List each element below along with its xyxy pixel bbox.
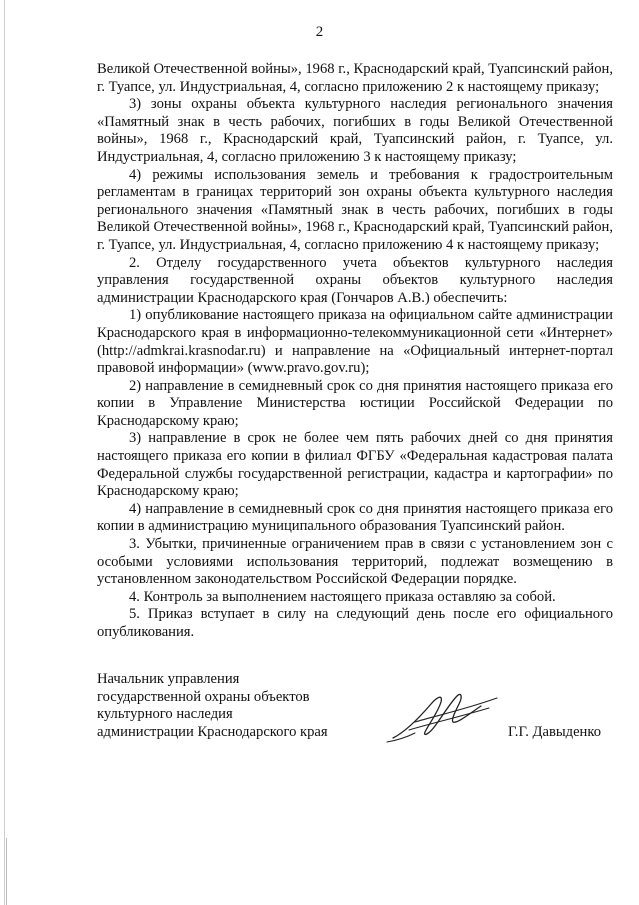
handwritten-signature-icon	[385, 688, 505, 744]
paragraph-6: 3) направление в срок не более чем пять рабочих дней со дня принятия настоящего приказа его копии в филиал ФГБУ «Федеральная кадастровая палата Федеральной службы государственной регистрации, кадастра и картографии» по Краснодарскому краю;	[97, 430, 613, 500]
paragraph-9: 4. Контроль за выполнением настоящего приказа оставляю за собой.	[129, 588, 556, 605]
signer-position-line-3: культурного наследия	[97, 706, 233, 723]
signature-block-title	[97, 671, 397, 741]
paragraph-7: 4) направление в семидневный срок со дня принятия настоящего приказа его копии в администрацию муниципального образования Туапсинский район.	[97, 500, 613, 535]
paragraph-3: 2. Отделу государственного учета объектов культурного наследия управления государственной охраны объектов культурного наследия администрации Краснодарского края (Гончаров А.В.) обеспечить:	[97, 254, 613, 306]
paragraph-5: 2) направление в семидневный срок со дня принятия настоящего приказа его копии в Управление Министерства юстиции Российской Федерации по Краснодарскому краю;	[97, 377, 613, 429]
paragraph-0: Великой Отечественной войны», 1968 г., Краснодарский край, Туапсинский район, г. Туапсе, ул. Индустриальная, 4, согласно приложению 2 к настоящему приказу;	[97, 61, 613, 95]
page-number: 2	[315, 24, 324, 40]
signer-name: Г.Г. Давыденко	[508, 724, 602, 740]
signer-position-line-4: администрации Краснодарского края	[97, 723, 328, 740]
signer-position-line-1: Начальник управления	[97, 671, 240, 687]
paragraph-8: 3. Убытки, причиненные ограничением прав в связи с установлением зон с особыми условиями использования территорий, подлежат возмещению в установленном законодательством Российской Федерации порядке.	[97, 536, 613, 588]
scan-edge-line	[4, 0, 5, 905]
signer-position-line-2: государственной охраны объектов	[97, 688, 310, 705]
scan-edge-line-bottom	[6, 838, 7, 905]
paragraph-2: 4) режимы использования земель и требования к градостроительным регламентам в границах территорий зон охраны объекта культурного наследия регионального значения «Памятный знак в честь рабочих, погибших в годы Великой Отечественной войны», 1968 г., Краснодарский край, Туапсинский район, г. Туапсе, ул. Индустриальная, 4, согласно приложению 4 к настоящему приказу;	[97, 166, 613, 253]
paragraph-4: 1) опубликование настоящего приказа на официальном сайте администрации Краснодарского края в информационно-телекоммуникационной сети «Интернет» (http://admkrai.krasnodar.ru) и направление на «Официальный интернет-портал правовой информации» (www.pravo.gov.ru);	[97, 307, 613, 377]
paragraph-1: 3) зоны охраны объекта культурного наследия регионального значения «Памятный знак в честь рабочих, погибших в годы Великой Отечественной войны», 1968 г., Краснодарский край, Туапсинский район, г. Туапсе, ул. Индустриальная, 4, согласно приложению 3 к настоящему приказу;	[97, 96, 613, 165]
paragraph-10: 5. Приказ вступает в силу на следующий день после его официального опубликования.	[97, 606, 613, 640]
document-body	[97, 61, 613, 642]
